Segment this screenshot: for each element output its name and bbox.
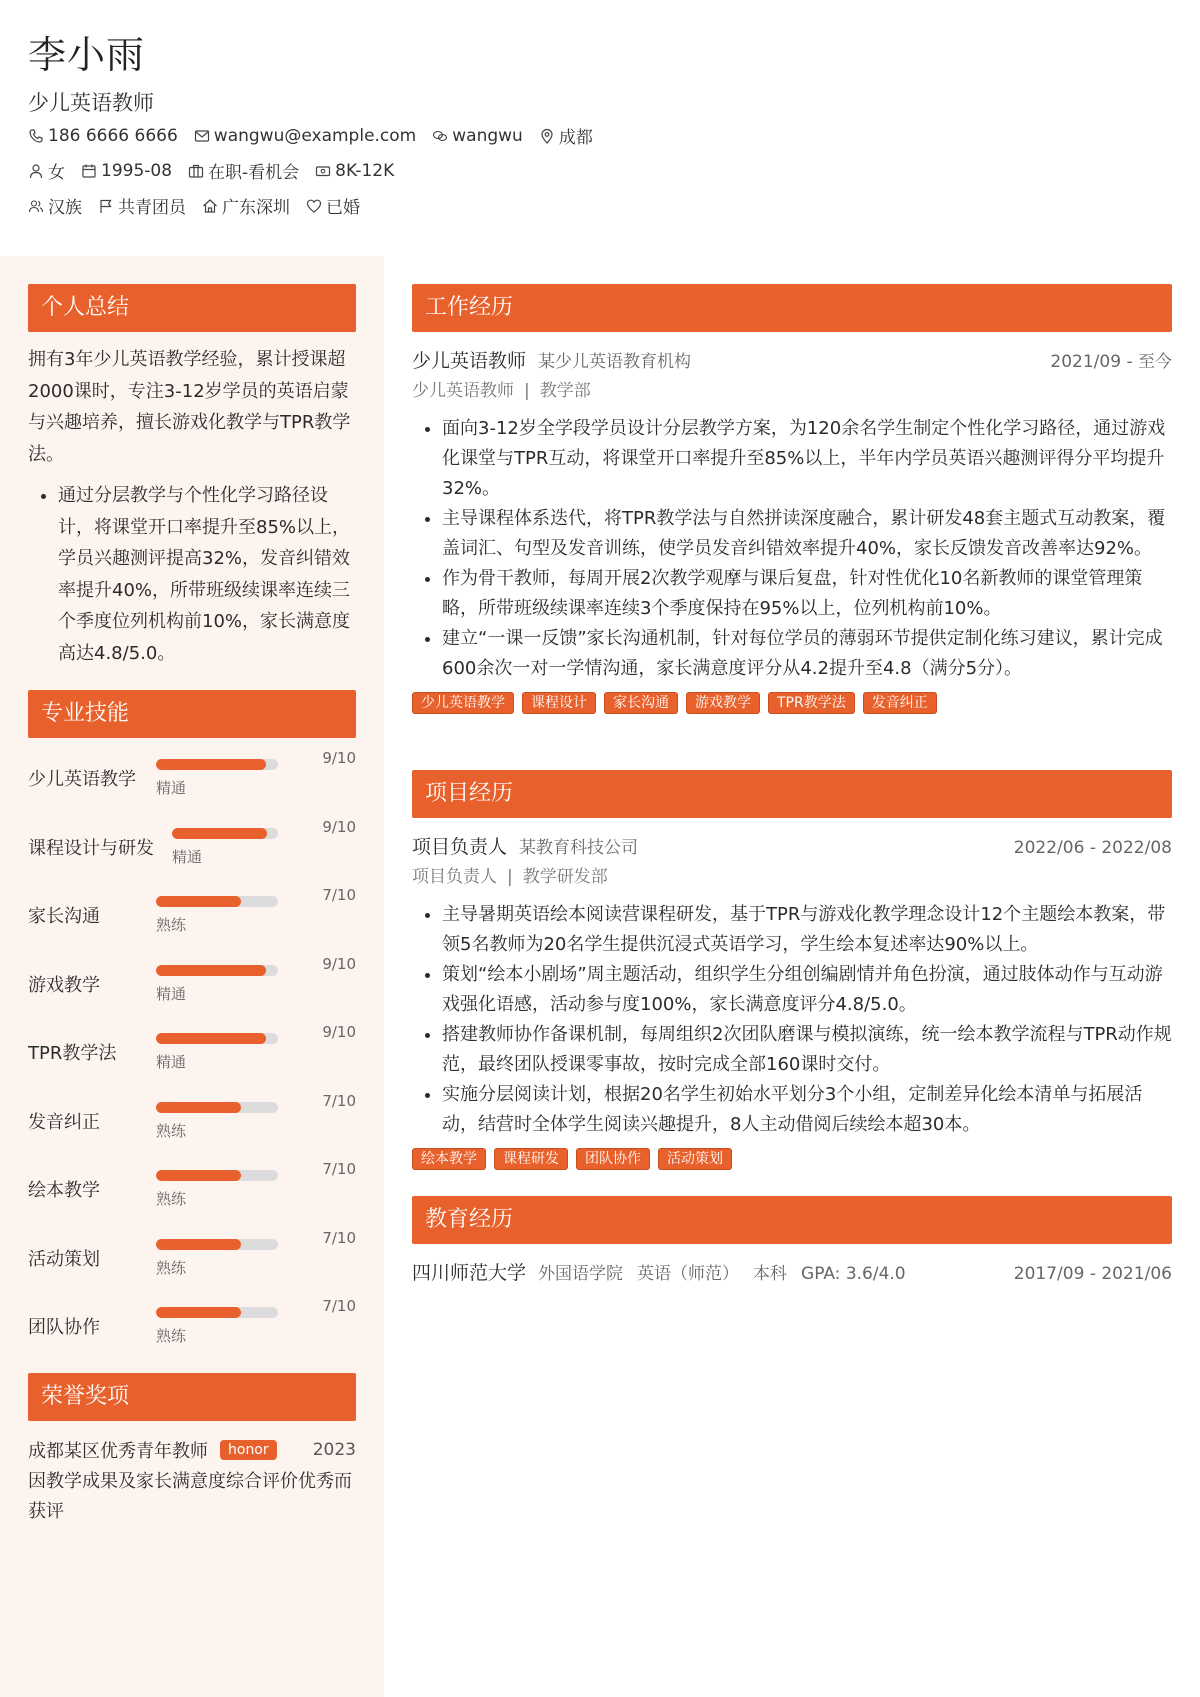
location-item — [539, 123, 593, 148]
wechat-icon — [432, 128, 448, 144]
skill-tag: 少儿英语教学 — [412, 692, 514, 714]
project-section — [412, 770, 1172, 1170]
list-item: • 搭建教师协作备课机制，每周组织2次团队磨课与模拟演练，统一绘本教学流程与TPR动作规范，最终团队授课零事故，按时完成全部160课时交付。 — [442, 1020, 1172, 1080]
skill-row — [28, 1295, 356, 1364]
edu-major: 英语（师范） — [637, 1264, 740, 1284]
skill-level: 熟练 — [156, 1258, 187, 1277]
skill-bar — [156, 1170, 278, 1181]
skill-level: 熟练 — [156, 916, 187, 934]
skill-tag: 活动策划 — [658, 1148, 732, 1170]
skill-score: 9/10 — [322, 749, 356, 767]
honors-section — [28, 1373, 356, 1527]
marital-item — [306, 193, 360, 218]
email-text: wangwu@example.com — [213, 125, 417, 146]
resume-header — [28, 30, 1168, 223]
location-icon — [539, 128, 555, 144]
work-sub-sep: | — [524, 381, 530, 401]
wechat-item — [432, 126, 523, 146]
skill-bar — [156, 759, 278, 770]
skill-bar — [172, 828, 278, 839]
skill-level: 熟练 — [156, 1121, 187, 1140]
skill-row — [28, 953, 356, 1022]
ethnicity-item — [28, 193, 82, 218]
skill-tag: 发音纠正 — [863, 692, 937, 714]
education-title: 教育经历 — [412, 1196, 1172, 1244]
skills-section — [28, 690, 356, 1364]
list-item: • 主导暑期英语绘本阅读营课程研发，基于TPR与游戏化教学理念设计12个主题绘本教案，带领5名教师为20名学生提供沉浸式英语学习，学生绘本复述率达90%以上。 — [442, 900, 1172, 960]
project-sub — [412, 862, 1172, 892]
skill-row — [28, 816, 356, 885]
skill-bar — [156, 1033, 278, 1044]
skill-tag: 家长沟通 — [604, 692, 678, 714]
basic-row — [28, 153, 1168, 188]
list-item: • 通过分层教学与个性化学习路径设计，将课堂开口率提升至85%以上，学员兴趣测评提高32%，发音纠错效率提升40%，所带班级续课率连续三个季度位列机构前10%，家长满意度高达4.8/5.0。 — [58, 480, 356, 669]
heart-icon — [306, 198, 322, 214]
work-section — [412, 284, 1172, 714]
home-icon — [202, 198, 218, 214]
location-text: 成都 — [558, 128, 593, 148]
skill-level: 精通 — [156, 779, 187, 797]
status-text: 在职-看机会 — [208, 163, 300, 183]
project-org: 某教育科技公司 — [519, 838, 639, 858]
list-item: • 实施分层阅读计划，根据20名学生初始水平划分3个小组，定制差异化绘本清单与拓展活动，结营时全体学生阅读兴趣提升，8人主动借阅后续绘本超30本。 — [442, 1080, 1172, 1140]
skill-bar — [156, 965, 278, 976]
user-icon — [28, 163, 44, 179]
education-section — [412, 1196, 1172, 1288]
skill-level: 熟练 — [156, 1327, 187, 1345]
skill-score: 9/10 — [322, 817, 356, 836]
honor-desc: 因教学成果及家长满意度综合评价优秀而获评 — [28, 1471, 352, 1522]
project-entry-head — [412, 832, 1172, 862]
skill-row — [28, 884, 356, 953]
work-sub-role: 少儿英语教师 — [412, 381, 514, 401]
main-content — [412, 284, 1172, 1284]
political-item — [98, 193, 186, 218]
list-item: • 主导课程体系迭代，将TPR教学法与自然拼读深度融合，累计研发48套主题式互动教案，覆盖词汇、句型及发音训练，使学员发音纠错效率提升40%，家长反馈发音改善率达92%。 — [442, 504, 1172, 564]
candidate-title: 少儿英语教师 — [28, 91, 154, 115]
work-bullets — [412, 414, 1172, 684]
work-dept: 教学部 — [539, 381, 591, 401]
briefcase-icon — [188, 163, 204, 179]
project-dept: 教学研发部 — [522, 867, 608, 887]
contact-row — [28, 118, 1168, 153]
skill-name: 家长沟通 — [28, 906, 100, 927]
skill-name: TPR教学法 — [28, 1043, 117, 1064]
skill-bar-fill — [156, 1102, 241, 1113]
calendar-icon — [81, 163, 97, 179]
skill-bar — [156, 896, 278, 907]
email-item — [194, 126, 416, 146]
skill-name: 少儿英语教学 — [28, 769, 136, 790]
phone-item — [28, 126, 178, 146]
list-item: • 面向3-12岁全学段学员设计分层教学方案，为120余名学生制定个性化学习路径，通过游戏化课堂与TPR互动，将课堂开口率提升至85%以上，半年内学员英语兴趣测评得分平均提升32%。 — [442, 414, 1172, 504]
skill-row — [28, 1021, 356, 1090]
summary-title: 个人总结 — [28, 284, 356, 332]
skill-tag: 绘本教学 — [412, 1148, 486, 1170]
work-date: 2021/09 - 至今 — [1050, 352, 1172, 372]
birth-text: 1995-08 — [101, 160, 173, 181]
skills-list — [28, 747, 356, 1364]
skill-row — [28, 1158, 356, 1227]
phone-icon — [28, 128, 44, 144]
candidate-name: 李小雨 — [28, 33, 146, 77]
edu-gpa: GPA: 3.6/4.0 — [801, 1264, 906, 1284]
political-text: 共青团员 — [118, 198, 186, 218]
skill-name: 发音纠正 — [28, 1111, 100, 1133]
skill-tag: TPR教学法 — [768, 692, 855, 714]
skill-row — [28, 1090, 356, 1159]
project-role: 项目负责人 — [412, 836, 508, 858]
skill-bar-fill — [156, 1307, 241, 1318]
skill-name: 绘本教学 — [28, 1180, 100, 1201]
skill-name: 游戏教学 — [28, 974, 100, 996]
status-item — [188, 158, 299, 183]
skill-tag: 课程设计 — [522, 692, 596, 714]
skill-score: 7/10 — [322, 1297, 356, 1315]
skill-bar-fill — [156, 1170, 241, 1181]
project-bullets — [412, 900, 1172, 1140]
skill-score: 9/10 — [322, 1023, 356, 1041]
marital-text: 已婚 — [326, 198, 360, 218]
extra-row — [28, 188, 1168, 223]
skill-score: 7/10 — [322, 1091, 356, 1110]
gender-text: 女 — [48, 163, 65, 183]
skill-bar-fill — [156, 1033, 266, 1044]
honors-title: 荣誉奖项 — [28, 1373, 356, 1421]
honor-badge: honor — [220, 1440, 277, 1460]
skill-level: 熟练 — [156, 1190, 187, 1208]
mail-icon — [194, 128, 210, 144]
project-sub-role: 项目负责人 — [412, 867, 497, 887]
birth-item — [81, 161, 172, 181]
edu-college: 外国语学院 — [538, 1264, 624, 1284]
project-tags — [412, 1148, 1172, 1170]
skill-score: 7/10 — [322, 1228, 356, 1247]
skill-bar-fill — [156, 896, 241, 907]
flag-icon — [98, 198, 114, 214]
work-sub — [412, 376, 1172, 406]
honor-name: 成都某区优秀青年教师 — [28, 1441, 208, 1462]
education-row — [412, 1258, 1172, 1288]
skill-name: 课程设计与研发 — [28, 837, 154, 859]
summary-list — [28, 480, 356, 669]
money-icon — [315, 163, 331, 179]
work-tags — [412, 692, 1172, 714]
skill-tag: 游戏教学 — [686, 692, 760, 714]
skill-name: 活动策划 — [28, 1248, 100, 1270]
project-date: 2022/06 - 2022/08 — [1013, 838, 1172, 858]
project-title: 项目经历 — [412, 770, 1172, 818]
skill-tag: 团队协作 — [576, 1148, 650, 1170]
salary-text: 8K-12K — [335, 160, 395, 181]
skill-row — [28, 747, 356, 816]
skill-bar — [156, 1239, 278, 1250]
edu-date: 2017/09 - 2021/06 — [1013, 1264, 1172, 1284]
skill-score: 7/10 — [322, 1160, 356, 1178]
hometown-item — [202, 193, 290, 218]
phone-text: 186 6666 6666 — [48, 125, 178, 146]
list-item: • 作为骨干教师，每周开展2次教学观摩与课后复盘，针对性优化10名新教师的课堂管理策略，所带班级续课率连续3个季度保持在95%以上，位列机构前10%。 — [442, 564, 1172, 624]
skill-score: 9/10 — [322, 954, 356, 973]
people-icon — [28, 198, 44, 214]
edu-degree: 本科 — [753, 1264, 788, 1284]
skill-bar-fill — [156, 1239, 241, 1250]
skill-bar-fill — [172, 828, 267, 839]
skill-bar — [156, 1307, 278, 1318]
skill-level: 精通 — [156, 1053, 187, 1071]
hometown-text: 广东深圳 — [222, 198, 290, 218]
skill-name: 团队协作 — [28, 1317, 100, 1338]
skill-score: 7/10 — [322, 886, 356, 904]
skills-title: 专业技能 — [28, 690, 356, 738]
honor-row — [28, 1435, 356, 1465]
summary-section — [28, 284, 356, 669]
edu-school: 四川师范大学 — [412, 1262, 527, 1284]
skill-level: 精通 — [172, 847, 203, 866]
skill-bar-fill — [156, 759, 266, 770]
salary-item — [315, 161, 394, 181]
project-sub-sep: | — [507, 867, 513, 887]
skill-tag: 课程研发 — [494, 1148, 568, 1170]
work-entry-head — [412, 346, 1172, 376]
work-role: 少儿英语教师 — [412, 350, 527, 372]
work-title: 工作经历 — [412, 284, 1172, 332]
honor-year: 2023 — [312, 1440, 356, 1460]
list-item: • 建立“一课一反馈”家长沟通机制，针对每位学员的薄弱环节提供定制化练习建议，累计完成600余次一对一学情沟通，家长满意度评分从4.2提升至4.8（满分5分）。 — [442, 624, 1172, 684]
skill-level: 精通 — [156, 984, 187, 1003]
skill-bar-fill — [156, 965, 266, 976]
summary-text: 拥有3年少儿英语教学经验，累计授课超2000课时，专注3-12岁学员的英语启蒙与兴趣培养，擅长游戏化教学与TPR教学法。 — [28, 349, 351, 465]
wechat-text: wangwu — [452, 125, 523, 146]
gender-item — [28, 158, 65, 183]
skill-bar — [156, 1102, 278, 1113]
skill-row — [28, 1227, 356, 1296]
list-item: • 策划“绘本小剧场”周主题活动，组织学生分组创编剧情并角色扮演，通过肢体动作与互动游戏强化语感，活动参与度100%，家长满意度评分4.8/5.0。 — [442, 960, 1172, 1020]
work-org: 某少儿英语教育机构 — [538, 352, 692, 372]
ethnicity-text: 汉族 — [48, 198, 82, 218]
